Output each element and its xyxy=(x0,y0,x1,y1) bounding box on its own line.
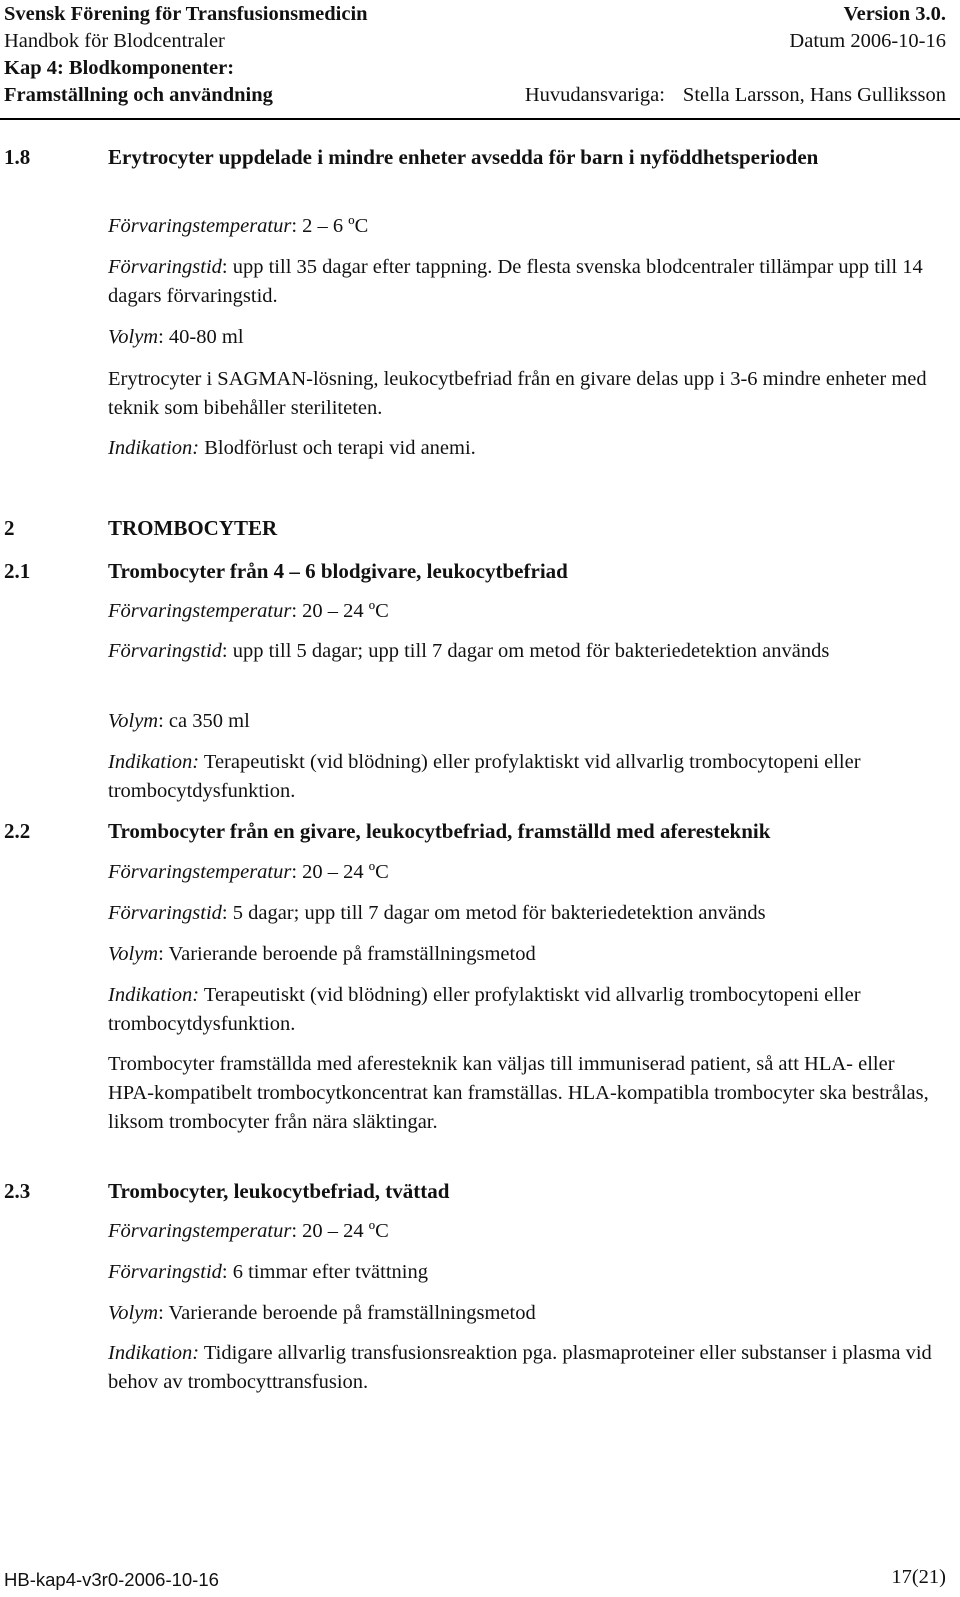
storage-time-value: : upp till 5 dagar; upp till 7 dagar om metod för bakteriedetektion används xyxy=(221,640,830,662)
storage-temperature-value: : 20 – 24 ºC xyxy=(291,600,389,622)
storage-temperature-label: Förvaringstemperatur xyxy=(108,215,292,237)
header-responsible-label: Huvudansvariga: xyxy=(524,84,665,106)
volume-2-1 xyxy=(108,707,943,736)
storage-time-value: : 5 dagar; upp till 7 dagar om metod för bakteriedetektion används xyxy=(221,902,766,924)
volume-value: : 40-80 ml xyxy=(158,326,244,348)
storage-time-label: Förvaringstid xyxy=(108,640,222,662)
volume-1-8 xyxy=(108,323,943,352)
volume-label: Volym xyxy=(108,326,159,348)
volume-label: Volym xyxy=(108,943,159,965)
header-handbook: Handbok för Blodcentraler xyxy=(4,30,225,52)
indication-label: Indikation: xyxy=(108,751,200,773)
header-divider xyxy=(0,118,960,120)
indication-label: Indikation: xyxy=(108,437,200,459)
storage-temperature-value: : 2 – 6 ºC xyxy=(291,215,369,237)
section-title-2-2: Trombocyter från en givare, leukocytbefriad, framställd med aferesteknik xyxy=(108,819,771,843)
header-chapter: Kap 4: Blodkomponenter: xyxy=(4,57,235,79)
header-row-2 xyxy=(4,27,946,55)
storage-temperature-2-2 xyxy=(108,858,943,887)
indication-value: Terapeutiskt (vid blödning) eller profylaktiskt vid allvarlig trombocytopeni eller trombocytdysfunktion. xyxy=(108,984,861,1035)
storage-temperature-value: : 20 – 24 ºC xyxy=(291,1220,389,1242)
chapter-number-2: 2 xyxy=(4,516,15,540)
section-number-2-2: 2.2 xyxy=(4,819,31,843)
header-row-1 xyxy=(4,0,946,28)
indication-1-8 xyxy=(108,434,943,463)
volume-2-2 xyxy=(108,940,943,969)
section-number-2-3: 2.3 xyxy=(4,1179,31,1203)
indication-value: Terapeutiskt (vid blödning) eller profylaktiskt vid allvarlig trombocytopeni eller trombocytdysfunktion. xyxy=(108,751,861,802)
section-number-1-8: 1.8 xyxy=(4,145,31,169)
indication-label: Indikation: xyxy=(108,1342,200,1364)
volume-label: Volym xyxy=(108,710,159,732)
indication-value: Blodförlust och terapi vid anemi. xyxy=(199,437,476,459)
volume-value: : Varierande beroende på framställningsmetod xyxy=(158,943,536,965)
storage-time-label: Förvaringstid xyxy=(108,1261,222,1283)
storage-time-label: Förvaringstid xyxy=(108,256,222,278)
section-title-2-1: Trombocyter från 4 – 6 blodgivare, leukocytbefriad xyxy=(108,559,568,583)
indication-2-3 xyxy=(108,1339,943,1397)
storage-time-2-3 xyxy=(108,1258,943,1287)
storage-time-label: Förvaringstid xyxy=(108,902,222,924)
section-number-2-1: 2.1 xyxy=(4,559,31,583)
header-version: Version 3.0. xyxy=(843,3,946,25)
indication-value: Tidigare allvarlig transfusionsreaktion pga. plasmaproteiner eller substanser i plasma vid behov av trombocyttransfusion. xyxy=(108,1342,932,1393)
header-org: Svensk Förening för Transfusionsmedicin xyxy=(4,3,368,25)
storage-temperature-1-8 xyxy=(108,212,943,241)
storage-time-value: : 6 timmar efter tvättning xyxy=(221,1261,428,1283)
storage-temperature-2-3 xyxy=(108,1217,943,1246)
chapter-title-2: TROMBOCYTER xyxy=(108,516,278,540)
footer-page-number: 17(21) xyxy=(891,1566,946,1588)
volume-value: : Varierande beroende på framställningsmetod xyxy=(158,1302,536,1324)
indication-2-2 xyxy=(108,981,943,1039)
storage-time-2-1 xyxy=(108,637,943,666)
volume-label: Volym xyxy=(108,1302,159,1324)
header-row-3 xyxy=(4,54,946,82)
storage-temperature-label: Förvaringstemperatur xyxy=(108,600,292,622)
body-text-1-8: Erytrocyter i SAGMAN-lösning, leukocytbefriad från en givare delas upp i 3-6 mindre enheter med teknik som bibehåller steriliteten. xyxy=(108,368,927,419)
storage-temperature-label: Förvaringstemperatur xyxy=(108,1220,292,1242)
storage-temperature-value: : 20 – 24 ºC xyxy=(291,861,389,883)
volume-value: : ca 350 ml xyxy=(158,710,250,732)
indication-label: Indikation: xyxy=(108,984,200,1006)
section-title-2-3: Trombocyter, leukocytbefriad, tvättad xyxy=(108,1179,450,1203)
header-responsible xyxy=(525,81,946,109)
storage-time-value: : upp till 35 dagar efter tappning. De flesta svenska blodcentraler tillämpar upp till 14 dagars förvaringstid. xyxy=(108,256,923,307)
storage-time-1-8 xyxy=(108,253,943,311)
header-chapter-sub: Framställning och användning xyxy=(4,84,273,106)
header-date: Datum 2006-10-16 xyxy=(789,30,946,52)
footer-document-id: HB-kap4-v3r0-2006-10-16 xyxy=(4,1569,219,1590)
volume-2-3 xyxy=(108,1299,943,1328)
storage-temperature-label: Förvaringstemperatur xyxy=(108,861,292,883)
indication-2-1 xyxy=(108,748,943,806)
header-row-4 xyxy=(4,81,946,109)
header-responsible-names: Stella Larsson, Hans Gulliksson xyxy=(682,84,946,106)
storage-temperature-2-1 xyxy=(108,597,943,626)
storage-time-2-2 xyxy=(108,899,943,928)
section-title-1-8: Erytrocyter uppdelade i mindre enheter avsedda för barn i nyföddhetsperioden xyxy=(108,145,819,169)
body-text-2-2: Trombocyter framställda med aferesteknik kan väljas till immuniserad patient, så att HLA- eller HPA-kompatibelt trombocytkoncentrat kan framställas. HLA-kompatibla trombocyter ska bestrålas, liksom trombocyter från nära släktingar. xyxy=(108,1053,929,1133)
